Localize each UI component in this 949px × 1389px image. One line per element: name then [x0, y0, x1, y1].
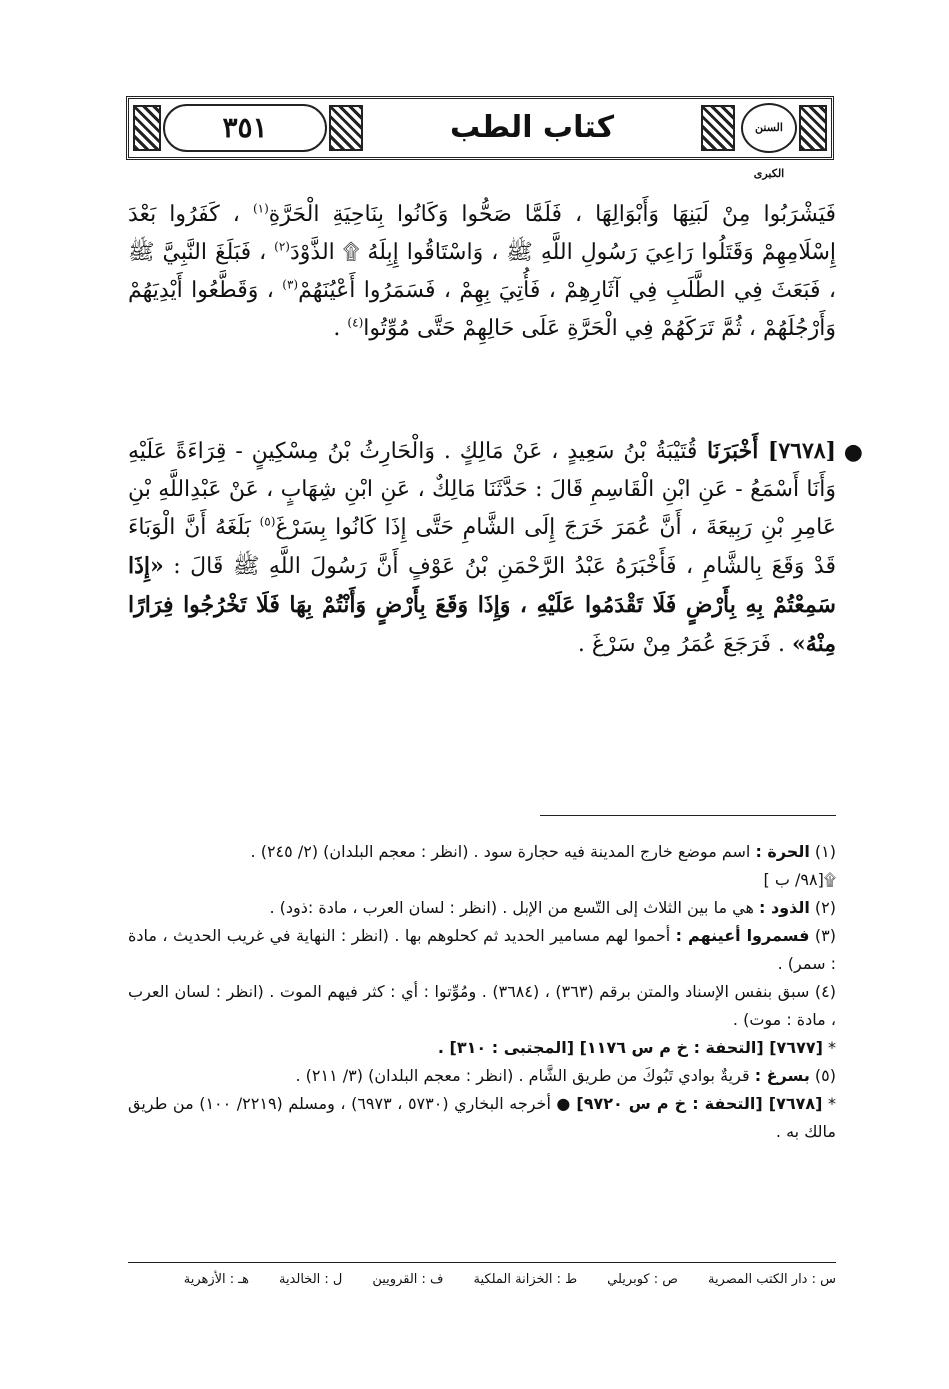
footnote-3: (٣) فسمروا أعينهم : أحموا لهم مسامير الحديد ثم كحلوهم بها . (انظر : النهاية في غريب الحديث ، مادة : سمر) . [128, 926, 836, 973]
page-header [126, 96, 834, 180]
chapter-title: كتاب الطب [449, 110, 615, 145]
folio-marker: ۩[٩٨/ ب ] [763, 870, 836, 889]
manuscript-legend: س : دار الكتب المصرية ص : كوبريلي ط : الخزانة الملكية ف : القرويين ل : الخالدية هـ : الأزهرية [183, 1272, 836, 1287]
footnote-2: (٢) الذود : هي ما بين الثلاث إلى التّسع من الإبل . (انظر : لسان العرب ، مادة :ذود) . [269, 898, 836, 917]
page-number: ٣٥١ [163, 104, 327, 152]
book-seal: السنن الكبرى [741, 103, 797, 153]
note-7678: * [٧٦٧٨] [التحفة : خ م س ٩٧٢٠] ● أخرجه البخاري (٥٧٣٠ ، ٦٩٧٣) ، ومسلم (٢٢١٩/ ١٠٠) من طريق مالك به . [128, 1094, 836, 1141]
note-7677: * [٧٦٧٧] [التحفة : خ م س ١١٧٦] [المجتبى : ٣١٠] . [437, 1038, 836, 1057]
legend-separator [128, 1262, 836, 1263]
ornament-right-outer [799, 105, 827, 151]
footnote-5: (٥) بسرغ : قريةٌ بوادي تَبُوكَ من طريق الشَّام . (انظر : معجم البلدان) (٣/ ٢١١) . [295, 1066, 836, 1085]
footnote-4: (٤) سبق بنفس الإسناد والمتن برقم (٣٦٣) ، (٣٦٨٤) . ومُوِّتوا : أي : كثر فيهم الموت . (انظر : لسان العرب ، مادة : موت) . [128, 982, 836, 1029]
ornament-right-inner [701, 105, 735, 151]
footnotes [128, 838, 836, 1146]
footnote-1: (١) الحرة : اسم موضع خارج المدينة فيه حجارة سود . (انظر : معجم البلدان) (٢/ ٢٤٥) . [250, 842, 836, 861]
bullet-icon: ● [843, 440, 863, 465]
ornament-left-inner [329, 105, 363, 151]
paragraph-2: [٧٦٧٨] أَخْبَرَنَا قُتَيْبَةُ بْنُ سَعِيدٍ ، عَنْ مَالِكٍ . وَالْحَارِثُ بْنُ مِسْكِينٍ - قِرَاءَةً عَلَيْهِ وَأَنَا أَسْمَعُ - عَنِ ابْنِ الْقَاسِمِ قَالَ : حَدَّثَنَا مَالِكٌ ، عَنِ ابْنِ شِهَابٍ ، عَنْ عَبْدِاللَّهِ بْنِ عَامِرِ بْنِ رَبِيعَةَ ، أَنَّ عُمَرَ خَرَجَ إِلَى الشَّامِ حَتَّى إِذَا كَانُوا بِسَرْغَ$^{(٥)}$ بَلَغَهُ أَنَّ الْوَبَاءَ قَدْ وَقَعَ بِالشَّامِ ، فَأَخْبَرَهُ عَبْدُ الرَّحْمَنِ بْنُ عَوْفٍ أَنَّ رَسُولَ اللَّهِ ﷺ قَالَ : «إِذَا سَمِعْتُمْ بِهِ بِأَرْضٍ فَلَا تَقْدَمُوا عَلَيْهِ ، وَإِذَا وَقَعَ بِأَرْضٍ وَأَنْتُمْ بِهَا فَلَا تَخْرُجُوا فِرَارًا مِنْهُ» . فَرَجَعَ عُمَرُ مِنْ سَرْغَ . [128, 438, 836, 657]
paragraph-1: فَيَشْرَبُوا مِنْ لَبَنِهَا وَأَبْوَالِهَا ، فَلَمَّا صَحُّوا وَكَانُوا بِنَاحِيَةِ الْحَرَّةِ$^{(١)}$ ، كَفَرُوا بَعْدَ إِسْلَامِهِمْ وَقَتَلُوا رَاعِيَ رَسُولِ اللَّهِ ﷺ ، وَاسْتَاقُوا إِبِلَهُ ۩ الذَّوْدَ$^{(٢)}$ ، فَبَلَغَ النَّبِيَّ ﷺ ، فَبَعَثَ فِي الطَّلَبِ فِي آثَارِهِمْ ، فَأُتِيَ بِهِمْ ، فَسَمَرُوا أَعْيُنَهُمْ$^{(٣)}$ ، وَقَطَّعُوا أَيْدِيَهُمْ وَأَرْجُلَهُمْ ، ثُمَّ تَرَكَهُمْ فِي الْحَرَّةِ عَلَى حَالِهِمْ حَتَّى مُوِّتُوا$^{(٤)}$ . [128, 201, 837, 341]
ornament-left-outer [133, 105, 161, 151]
footnote-separator [540, 815, 836, 816]
